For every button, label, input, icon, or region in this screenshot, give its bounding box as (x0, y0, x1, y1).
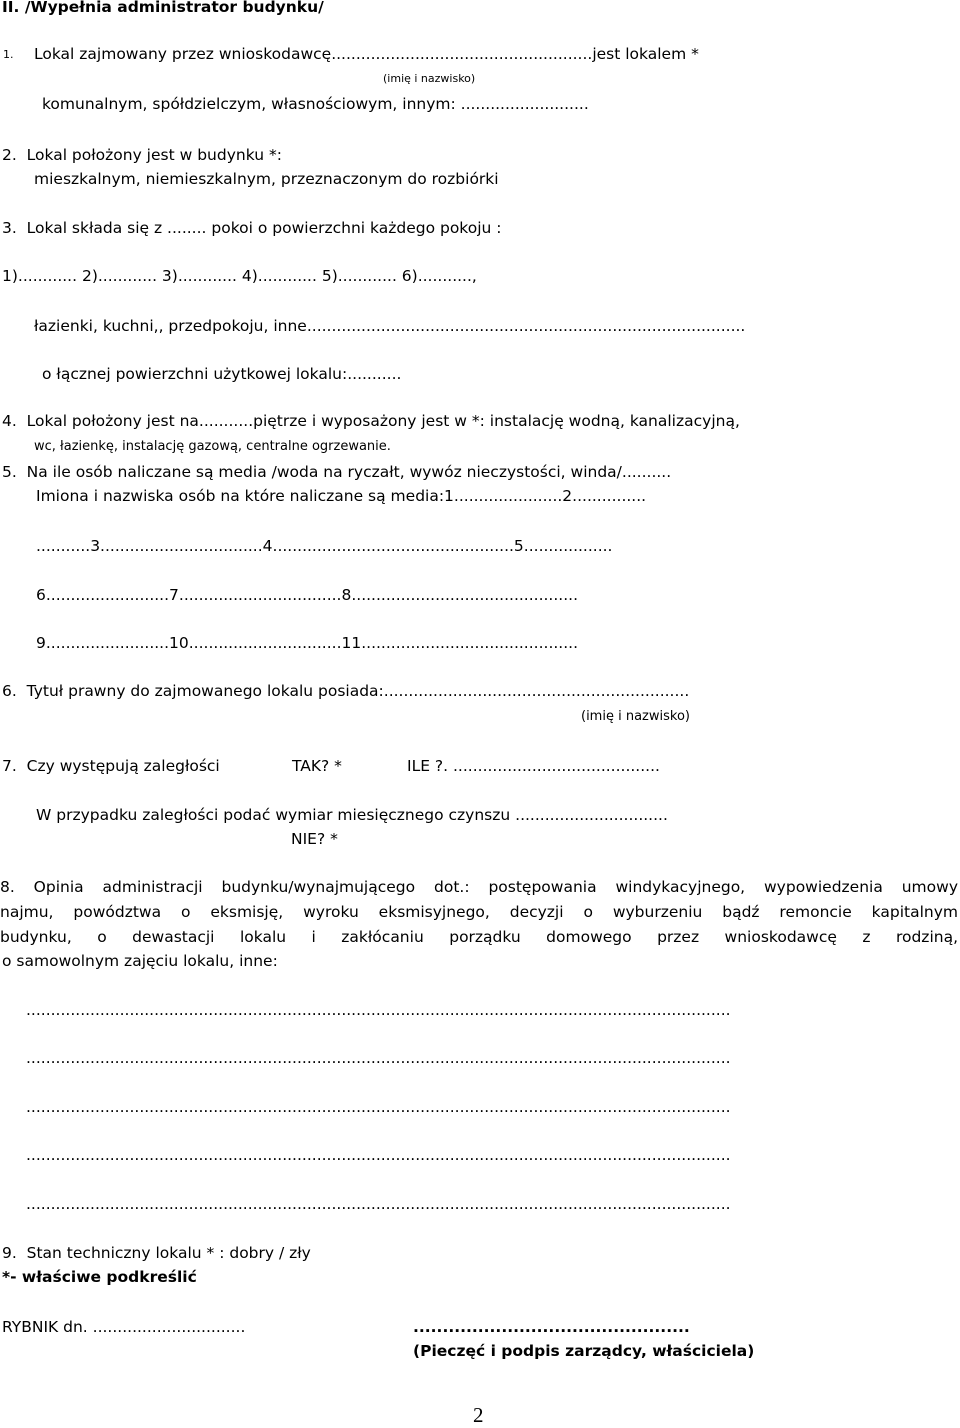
q1-line2: komunalnym, spółdzielczym, własnościowym, innym: .......................... (42, 95, 589, 113)
q6-line1: 6. Tytuł prawny do zajmowanego lokalu posiada:.............................................................. (2, 682, 690, 700)
q5-line5: 9.........................10...............................11............................................ (36, 634, 579, 652)
q7-rent: W przypadku zaległości podać wymiar miesięcznego czynszu ............................... (36, 806, 668, 824)
q8-line2: najmu, powództwa o eksmisję, wyroku eksmisyjnego, decyzji o wyburzeniu bądź remoncie kapitalnym (0, 903, 958, 921)
footnote: *- właściwe podkreślić (2, 1268, 197, 1286)
q1-number: 1. (3, 48, 14, 61)
q7-ile: ILE ?. .......................................... (407, 757, 660, 775)
q8-blank-line: ............................................................................................................................................... (26, 1049, 731, 1067)
q3-line1: 3. Lokal składa się z ........ pokoi o powierzchni każdego pokoju : (2, 219, 502, 237)
page-number: 2 (473, 1403, 484, 1427)
signature-label: (Pieczęć i podpis zarządcy, właściciela) (413, 1342, 755, 1360)
q5-line3: ...........3.................................4.................................................5.................. (36, 537, 613, 555)
q2-line1: 2. Lokal położony jest w budynku *: (2, 146, 282, 164)
section-header: II. /Wypełnia administrator budynku/ (2, 0, 324, 16)
q3-other: łazienki, kuchni,, przedpokoju, inne......................................................................................... (34, 317, 746, 335)
q5-line4: 6.........................7.................................8.............................................. (36, 586, 578, 604)
q3-total: o łącznej powierzchni użytkowej lokalu:........... (42, 365, 402, 383)
q4-line2: wc, łazienkę, instalację gazową, centralne ogrzewanie. (34, 439, 391, 454)
q3-rooms: 1)............ 2)............ 3)............ 4)............ 5)............ 6)..........., (2, 267, 477, 285)
place-date: RYBNIK dn. ............................... (2, 1318, 246, 1336)
q8-blank-line: ............................................................................................................................................... (26, 1098, 731, 1116)
q8-line4: o samowolnym zajęciu lokalu, inne: (2, 952, 278, 970)
q5-line1: 5. Na ile osób naliczane są media /woda na ryczałt, wywóz nieczystości, winda/.......... (2, 463, 672, 481)
q5-line2: Imiona i nazwiska osób na które naliczane są media:1......................2............... (36, 487, 647, 505)
q1-text: Lokal zajmowany przez wnioskodawcę.....................................................jest lokalem * (34, 45, 699, 63)
signature-dots: ............................................... (413, 1318, 690, 1336)
q4-line1: 4. Lokal położony jest na...........piętrze i wyposażony jest w *: instalację wodną, kanalizacyjną, (2, 412, 740, 430)
q8-blank-line: ............................................................................................................................................... (26, 1195, 731, 1213)
q7-tak: TAK? * (292, 757, 342, 775)
q8-line1: 8. Opinia administracji budynku/wynajmującego dot.: postępowania windykacyjnego, wypowiedzenia umowy (0, 878, 958, 896)
q1-hint: (imię i nazwisko) (383, 72, 476, 85)
q8-line3: budynku, o dewastacji lokalu i zakłócaniu porządku domowego przez wnioskodawcę z rodziną, (0, 928, 958, 946)
q2-line2: mieszkalnym, niemieszkalnym, przeznaczonym do rozbiórki (34, 170, 499, 188)
q6-hint: (imię i nazwisko) (581, 709, 690, 724)
q9-line: 9. Stan techniczny lokalu * : dobry / zły (2, 1244, 311, 1262)
q8-blank-line: ............................................................................................................................................... (26, 1001, 731, 1019)
q7-prefix: 7. Czy występują zaległości (2, 757, 220, 775)
q7-nie: NIE? * (291, 830, 338, 848)
q8-blank-line: ............................................................................................................................................... (26, 1146, 731, 1164)
